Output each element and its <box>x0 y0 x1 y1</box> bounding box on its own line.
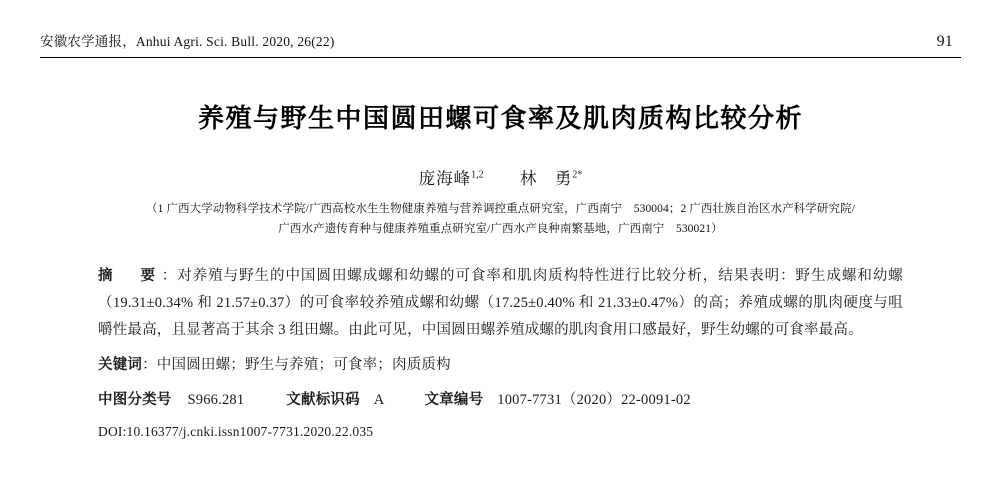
article-id-value: 1007-7731（2020）22-0091-02 <box>497 391 691 408</box>
page-title: 养殖与野生中国圆田螺可食率及肌肉质构比较分析 <box>197 104 803 134</box>
classification-value: S966.281 <box>187 391 245 408</box>
article-id-label: 文章编号 <box>424 391 484 408</box>
abstract-block <box>98 263 903 343</box>
author-affiliation-marker: 2* <box>572 169 583 181</box>
abstract-label: 摘 要 <box>98 268 162 285</box>
abstract-text: ：对养殖与野生的中国圆田螺成螺和幼螺的可食率和肌肉质构特性进行比较分析，结果表明：野生成螺和幼螺（19.31±0.34% 和 21.57±0.37）的可食率较养殖成螺和幼螺（17.25±0.40% 和 21.33±0.47%）的高；养殖成螺的肌肉硬度与咀嚼性最高，且显著高于其余 3 组田螺。由此可见，中国圆田螺养殖成螺的肌肉食用口感最好，野生幼螺的可食率最高。 <box>98 268 903 338</box>
affiliation-line: （1 广西大学动物科学技术学院/广西高校水生生物健康养殖与营养调控重点研究室，广西南宁 530004；2 广西壮族自治区水产科学研究院/ <box>146 203 855 215</box>
document-code-label: 文献标识码 <box>286 391 360 408</box>
keywords-text: ：中国圆田螺；野生与养殖；可食率；肉质质构 <box>142 356 451 373</box>
author-name: 林 勇 <box>519 169 573 188</box>
keywords-block <box>98 352 903 379</box>
classification-label: 中图分类号 <box>98 391 172 408</box>
keywords-label: 关键词 <box>98 356 143 373</box>
document-code-value: A <box>373 391 385 408</box>
author-list <box>40 165 961 189</box>
affiliation-line: 广西水产遗传育种与健康养殖重点研究室/广西水产良种南繁基地，广西南宁 530021） <box>278 223 723 236</box>
classification-block <box>98 387 903 415</box>
author-affiliation-marker: 1,2 <box>471 169 484 181</box>
journal-citation-line: 安徽农学通报，Anhui Agri. Sci. Bull. 2020, 26(22) <box>40 34 335 49</box>
page-number: 91 <box>936 33 953 50</box>
doi-line: DOI:10.16377/j.cnki.issn1007-7731.2020.22.035 <box>98 424 374 440</box>
header-divider <box>40 57 961 58</box>
author-name: 庞海峰 <box>418 169 472 188</box>
running-header <box>40 0 961 51</box>
affiliation-block <box>40 199 961 239</box>
